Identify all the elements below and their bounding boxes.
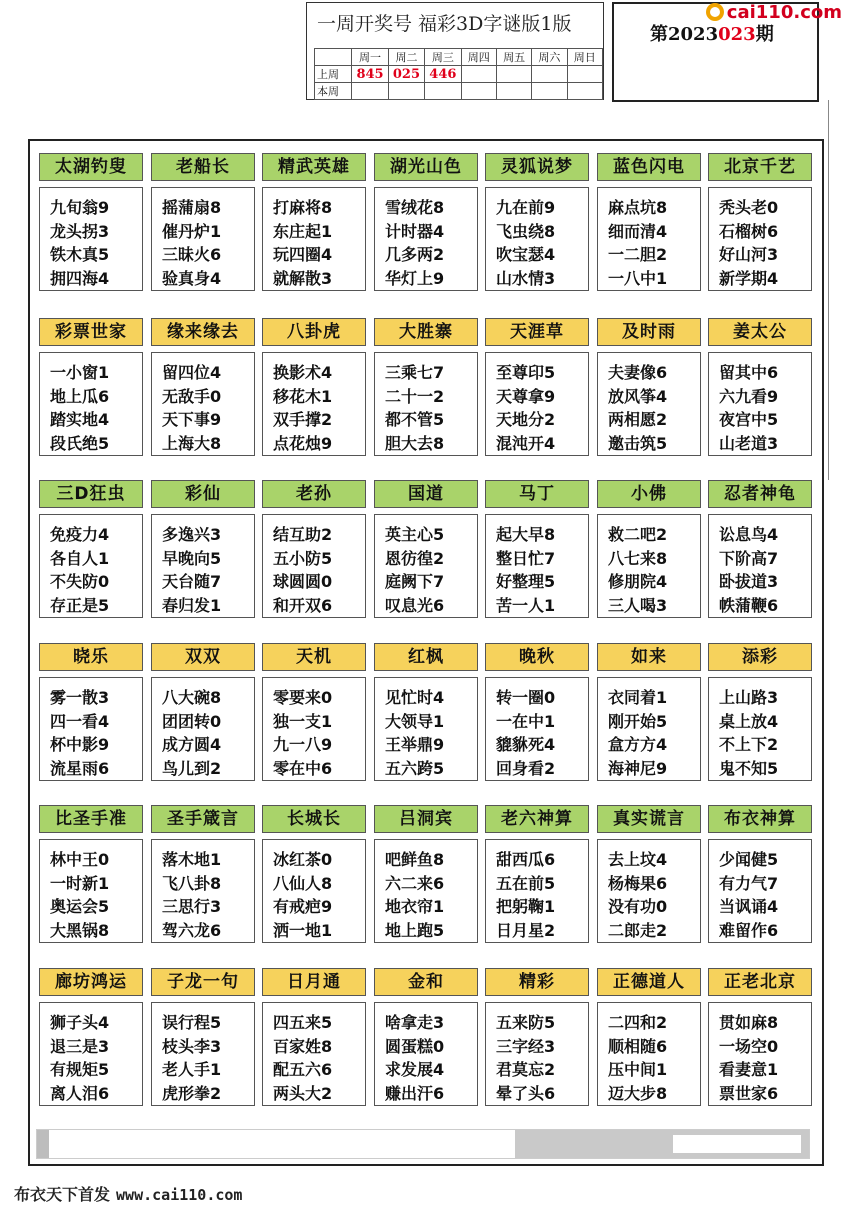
riddle-line: 两头大2 <box>273 1083 333 1103</box>
riddle-line: 地衣帘1 <box>385 897 445 916</box>
riddle-line: 回身看2 <box>496 758 556 778</box>
riddle-line: 洒一地1 <box>273 920 333 940</box>
riddle-line: 天地分2 <box>496 410 556 429</box>
riddle-line: 虎形拳2 <box>162 1083 222 1103</box>
riddle-line: 九一八9 <box>273 735 333 754</box>
riddle-line: 有规矩5 <box>50 1060 110 1079</box>
riddle-line: 二郎走2 <box>608 920 668 940</box>
riddle-lines <box>485 514 589 618</box>
riddle-line: 各自人1 <box>50 548 110 568</box>
riddle-lines <box>485 677 589 781</box>
riddle-line: 海神尼9 <box>608 758 668 778</box>
riddle-line: 配五六6 <box>273 1060 333 1079</box>
riddle-line: 吧鲜鱼8 <box>385 850 445 869</box>
riddle-line: 东庄起1 <box>273 221 333 241</box>
riddle-line: 点花烛9 <box>273 433 333 453</box>
riddle-author: 真实谎言 <box>597 805 701 833</box>
riddle-author: 姜太公 <box>708 318 812 346</box>
riddle-line: 难留作6 <box>719 920 779 940</box>
riddle-line: 细而清4 <box>608 221 668 241</box>
riddle-lines <box>597 677 701 781</box>
riddle-line: 摇蒲扇8 <box>162 198 222 217</box>
riddle-line: 当讽诵4 <box>719 897 779 916</box>
riddle-lines <box>151 839 255 943</box>
riddle-line: 离人泪6 <box>50 1083 110 1103</box>
riddle-line: 六九看9 <box>719 386 779 406</box>
riddle-line: 五来防5 <box>496 1013 556 1032</box>
riddle-line: 五小防5 <box>273 548 333 568</box>
riddle-line: 误行程5 <box>162 1013 222 1032</box>
riddle-line: 苦一人1 <box>496 595 556 615</box>
riddle-line: 落木地1 <box>162 850 222 869</box>
weekday-header: 周四 <box>461 49 496 66</box>
riddle-line: 踏实地4 <box>50 410 110 429</box>
riddle-line: 叹息光6 <box>385 595 445 615</box>
riddle-lines <box>708 1002 812 1106</box>
riddle-line: 石榴树6 <box>719 221 779 241</box>
riddle-line: 流星雨6 <box>50 758 110 778</box>
riddle-line: 就解散3 <box>273 268 333 288</box>
draw-number <box>461 66 496 83</box>
riddle-line: 免疫力4 <box>50 525 110 544</box>
riddle-line: 退三是3 <box>50 1036 110 1056</box>
riddle-lines <box>597 514 701 618</box>
riddle-line: 一时新1 <box>50 873 110 893</box>
riddle-author: 晓乐 <box>39 643 143 671</box>
logo-circle-icon <box>706 3 724 21</box>
riddle-line: 好山河3 <box>719 245 779 264</box>
riddle-line: 一八中1 <box>608 268 668 288</box>
riddle-author: 比圣手准 <box>39 805 143 833</box>
riddle-line: 转一圈0 <box>496 688 556 707</box>
riddle-lines <box>262 352 366 456</box>
riddle-line: 新学期4 <box>719 268 779 288</box>
riddle-line: 林中王0 <box>50 850 110 869</box>
draw-number <box>532 66 567 83</box>
draw-number: 025 <box>388 66 424 83</box>
riddle-line: 零在中6 <box>273 758 333 778</box>
riddle-lines <box>597 187 701 291</box>
riddle-line: 见忙时4 <box>385 688 445 707</box>
riddle-lines <box>39 677 143 781</box>
riddle-author: 正老北京 <box>708 968 812 996</box>
riddle-line: 铁木真5 <box>50 245 110 264</box>
riddle-line: 和开双6 <box>273 595 333 615</box>
riddle-line: 华灯上9 <box>385 268 445 288</box>
riddle-line: 一场空0 <box>719 1036 779 1056</box>
weekday-header: 周日 <box>567 49 602 66</box>
riddle-line: 晕了头6 <box>496 1083 556 1103</box>
riddle-author: 长城长 <box>262 805 366 833</box>
riddle-line: 零要来0 <box>273 688 333 707</box>
riddle-line: 八仙人8 <box>273 873 333 893</box>
riddle-line: 百家姓8 <box>273 1036 333 1056</box>
riddle-lines <box>708 514 812 618</box>
riddle-line: 迈大步8 <box>608 1083 668 1103</box>
riddle-lines <box>262 677 366 781</box>
riddle-line: 山老道3 <box>719 433 779 453</box>
riddle-line: 麻点坑8 <box>608 198 668 217</box>
riddle-line: 君莫忘2 <box>496 1060 556 1079</box>
riddle-author: 日月通 <box>262 968 366 996</box>
riddle-line: 都不管5 <box>385 410 445 429</box>
riddle-author: 子龙一句 <box>151 968 255 996</box>
riddle-line: 成方圆4 <box>162 735 222 754</box>
riddle-author: 八卦虎 <box>262 318 366 346</box>
riddle-line: 好整理5 <box>496 572 556 591</box>
riddle-lines <box>262 839 366 943</box>
riddle-line: 杨梅果6 <box>608 873 668 893</box>
riddle-line: 整日忙7 <box>496 548 556 568</box>
riddle-line: 三乘七7 <box>385 363 445 382</box>
riddle-author: 国道 <box>374 480 478 508</box>
riddle-lines <box>708 839 812 943</box>
riddle-line: 不上下2 <box>719 735 779 754</box>
riddle-line: 留四位4 <box>162 363 222 382</box>
divider <box>828 100 829 480</box>
riddle-author: 正德道人 <box>597 968 701 996</box>
riddle-author: 老六神算 <box>485 805 589 833</box>
riddle-line: 双手撑2 <box>273 410 333 429</box>
riddle-line: 雪绒花8 <box>385 198 445 217</box>
draw-number: 446 <box>425 66 461 83</box>
riddle-line: 地上跑5 <box>385 920 445 940</box>
riddle-line: 雾一散3 <box>50 688 110 707</box>
site-logo[interactable]: cai110.com <box>706 2 842 23</box>
riddle-line: 混沌开4 <box>496 433 556 453</box>
riddle-author: 精彩 <box>485 968 589 996</box>
weekday-header: 周六 <box>532 49 567 66</box>
riddle-grid <box>28 139 824 1166</box>
footer-text: 布衣天下首发 <box>14 1185 111 1204</box>
riddle-line: 修朋院4 <box>608 572 668 591</box>
riddle-line: 飞八卦8 <box>162 873 222 893</box>
riddle-author: 老船长 <box>151 153 255 181</box>
draw-number <box>496 66 531 83</box>
row-label-this-week: 本周 <box>315 83 352 100</box>
riddle-line: 存正是5 <box>50 595 110 615</box>
riddle-line: 结互助2 <box>273 525 333 544</box>
draw-number <box>388 83 424 100</box>
riddle-line: 救二吧2 <box>608 525 668 544</box>
riddle-lines <box>39 187 143 291</box>
riddle-line: 没有功0 <box>608 897 668 916</box>
riddle-author: 吕洞宾 <box>374 805 478 833</box>
riddle-author: 金和 <box>374 968 478 996</box>
riddle-lines <box>262 187 366 291</box>
riddle-line: 圆蛋糕0 <box>385 1036 445 1056</box>
riddle-line: 段氏绝5 <box>50 433 110 453</box>
riddle-line: 四五来5 <box>273 1013 333 1032</box>
riddle-author: 廊坊鸿运 <box>39 968 143 996</box>
draw-number: 845 <box>352 66 388 83</box>
riddle-author: 马丁 <box>485 480 589 508</box>
riddle-lines <box>597 1002 701 1106</box>
riddle-lines <box>39 1002 143 1106</box>
riddle-line: 天下事9 <box>162 410 222 429</box>
draw-number <box>461 83 496 100</box>
riddle-line: 计时器4 <box>385 221 445 241</box>
riddle-lines <box>485 1002 589 1106</box>
riddle-author: 如来 <box>597 643 701 671</box>
riddle-line: 大黑锅8 <box>50 920 110 940</box>
row-label-last-week: 上周 <box>315 66 352 83</box>
riddle-line: 大领导1 <box>385 711 445 731</box>
riddle-line: 换影术4 <box>273 363 333 382</box>
weekday-header: 周五 <box>496 49 531 66</box>
riddle-line: 天台随7 <box>162 572 222 591</box>
riddle-line: 顺相随6 <box>608 1036 668 1056</box>
riddle-line: 帙蒲鞭6 <box>719 595 779 615</box>
riddle-lines <box>374 839 478 943</box>
riddle-line: 衣同着1 <box>608 688 668 707</box>
riddle-line: 放风筝4 <box>608 386 668 406</box>
riddle-line: 九在前9 <box>496 198 556 217</box>
riddle-lines <box>708 677 812 781</box>
weekday-header: 周二 <box>388 49 424 66</box>
riddle-line: 少闻健5 <box>719 850 779 869</box>
riddle-lines <box>374 187 478 291</box>
riddle-author: 小佛 <box>597 480 701 508</box>
riddle-line: 起大早8 <box>496 525 556 544</box>
riddle-line: 老人手1 <box>162 1060 222 1079</box>
riddle-line: 邀击筑5 <box>608 433 668 453</box>
riddle-line: 有戒疤9 <box>273 897 333 916</box>
riddle-author: 彩票世家 <box>39 318 143 346</box>
riddle-lines <box>485 839 589 943</box>
riddle-author: 及时雨 <box>597 318 701 346</box>
riddle-author: 太湖钓叟 <box>39 153 143 181</box>
riddle-line: 日月星2 <box>496 920 556 940</box>
riddle-line: 二十一2 <box>385 386 445 406</box>
draw-results-header <box>306 2 604 100</box>
riddle-line: 去上坟4 <box>608 850 668 869</box>
riddle-line: 甜西瓜6 <box>496 850 556 869</box>
riddle-author: 天涯草 <box>485 318 589 346</box>
riddle-line: 多逸兴3 <box>162 525 222 544</box>
riddle-line: 团团转0 <box>162 711 222 731</box>
riddle-line: 讼息鸟4 <box>719 525 779 544</box>
riddle-line: 杯中影9 <box>50 735 110 754</box>
riddle-line: 恩彷徨2 <box>385 548 445 568</box>
riddle-lines <box>374 352 478 456</box>
riddle-line: 地上瓜6 <box>50 386 110 406</box>
riddle-line: 一小窗1 <box>50 363 110 382</box>
riddle-line: 早晚向5 <box>162 548 222 568</box>
draw-number <box>567 66 602 83</box>
riddle-lines <box>708 187 812 291</box>
riddle-lines <box>485 352 589 456</box>
riddle-author: 晚秋 <box>485 643 589 671</box>
riddle-lines <box>374 1002 478 1106</box>
riddle-lines <box>262 1002 366 1106</box>
riddle-lines <box>374 514 478 618</box>
riddle-line: 貔貅死4 <box>496 735 556 754</box>
riddle-author: 三D狂虫 <box>39 480 143 508</box>
issue-number: 第2023023期 <box>650 24 774 45</box>
riddle-line: 桌上放4 <box>719 711 779 731</box>
riddle-lines <box>151 1002 255 1106</box>
riddle-line: 龙头拐3 <box>50 221 110 241</box>
riddle-line: 吹宝瑟4 <box>496 245 556 264</box>
riddle-line: 胆大去8 <box>385 433 445 453</box>
riddle-lines <box>151 187 255 291</box>
riddle-line: 三字经3 <box>496 1036 556 1056</box>
riddle-line: 压中间1 <box>608 1060 668 1079</box>
riddle-author: 添彩 <box>708 643 812 671</box>
riddle-line: 卧拔道3 <box>719 572 779 591</box>
riddle-lines <box>374 677 478 781</box>
riddle-line: 奥运会5 <box>50 897 110 916</box>
draw-number <box>532 83 567 100</box>
riddle-line: 八七来8 <box>608 548 668 568</box>
riddle-line: 下阶高7 <box>719 548 779 568</box>
riddle-author: 忍者神龟 <box>708 480 812 508</box>
riddle-line: 上海大8 <box>162 433 222 453</box>
riddle-author: 精武英雄 <box>262 153 366 181</box>
riddle-line: 英主心5 <box>385 525 445 544</box>
riddle-author: 灵狐说梦 <box>485 153 589 181</box>
riddle-line: 验真身4 <box>162 268 222 288</box>
riddle-line: 打麻将8 <box>273 198 333 217</box>
riddle-author: 布衣神算 <box>708 805 812 833</box>
riddle-line: 上山路3 <box>719 688 779 707</box>
riddle-lines <box>151 352 255 456</box>
riddle-author: 天机 <box>262 643 366 671</box>
riddle-author: 双双 <box>151 643 255 671</box>
riddle-line: 山水情3 <box>496 268 556 288</box>
riddle-author: 缘来缘去 <box>151 318 255 346</box>
riddle-line: 三昧火6 <box>162 245 222 264</box>
riddle-line: 一在中1 <box>496 711 556 731</box>
riddle-author: 北京千艺 <box>708 153 812 181</box>
riddle-line: 有力气7 <box>719 873 779 893</box>
riddle-lines <box>151 677 255 781</box>
riddle-line: 王举鼎9 <box>385 735 445 754</box>
riddle-author: 蓝色闪电 <box>597 153 701 181</box>
riddle-lines <box>708 352 812 456</box>
riddle-line: 拥四海4 <box>50 268 110 288</box>
riddle-line: 不失防0 <box>50 572 110 591</box>
riddle-line: 刚开始5 <box>608 711 668 731</box>
riddle-line: 鸟儿到2 <box>162 758 222 778</box>
riddle-line: 一二胆2 <box>608 245 668 264</box>
riddle-line: 四一看4 <box>50 711 110 731</box>
riddle-line: 盒方方4 <box>608 735 668 754</box>
footer-credit <box>14 1182 242 1205</box>
riddle-lines <box>597 839 701 943</box>
riddle-line: 赚出汗6 <box>385 1083 445 1103</box>
riddle-line: 八大碗8 <box>162 688 222 707</box>
riddle-author: 圣手箴言 <box>151 805 255 833</box>
riddle-line: 六二来6 <box>385 873 445 893</box>
riddle-author: 彩仙 <box>151 480 255 508</box>
riddle-author: 红枫 <box>374 643 478 671</box>
riddle-line: 夫妻像6 <box>608 363 668 382</box>
draw-number <box>496 83 531 100</box>
riddle-line: 移花木1 <box>273 386 333 406</box>
weekday-header: 周三 <box>425 49 461 66</box>
riddle-line: 狮子头4 <box>50 1013 110 1032</box>
riddle-line: 求发展4 <box>385 1060 445 1079</box>
riddle-line: 票世家6 <box>719 1083 779 1103</box>
riddle-line: 飞虫绕8 <box>496 221 556 241</box>
riddle-line: 冰红茶0 <box>273 850 333 869</box>
riddle-line: 至尊印5 <box>496 363 556 382</box>
riddle-line: 两相愿2 <box>608 410 668 429</box>
riddle-line: 鬼不知5 <box>719 758 779 778</box>
riddle-lines <box>597 352 701 456</box>
riddle-line: 看妻意1 <box>719 1060 779 1079</box>
riddle-line: 春归发1 <box>162 595 222 615</box>
riddle-line: 贯如麻8 <box>719 1013 779 1032</box>
riddle-line: 玩四圈4 <box>273 245 333 264</box>
riddle-line: 秃头老0 <box>719 198 779 217</box>
header-title: 一周开奖号 福彩3D字谜版1版 <box>317 13 572 35</box>
riddle-lines <box>262 514 366 618</box>
riddle-line: 天尊拿9 <box>496 386 556 406</box>
riddle-line: 催丹炉1 <box>162 221 222 241</box>
riddle-line: 二四和2 <box>608 1013 668 1032</box>
draw-number <box>352 83 388 100</box>
riddle-lines <box>39 514 143 618</box>
bottom-bar <box>36 1129 810 1159</box>
riddle-line: 三思行3 <box>162 897 222 916</box>
riddle-line: 五六跨5 <box>385 758 445 778</box>
riddle-lines <box>39 839 143 943</box>
riddle-line: 几多两2 <box>385 245 445 264</box>
riddle-line: 驾六龙6 <box>162 920 222 940</box>
riddle-line: 三人喝3 <box>608 595 668 615</box>
footer-url[interactable]: www.cai110.com <box>116 1186 243 1204</box>
riddle-line: 九旬翁9 <box>50 198 110 217</box>
draw-number <box>567 83 602 100</box>
riddle-line: 无敌手0 <box>162 386 222 406</box>
riddle-line: 把躬鞠1 <box>496 897 556 916</box>
weekday-header: 周一 <box>352 49 388 66</box>
riddle-line: 五在前5 <box>496 873 556 893</box>
weekly-draw-table <box>314 48 603 100</box>
riddle-line: 夜宫中5 <box>719 410 779 429</box>
riddle-line: 枝头李3 <box>162 1036 222 1056</box>
riddle-lines <box>151 514 255 618</box>
riddle-line: 球圆圆0 <box>273 572 333 591</box>
riddle-lines <box>485 187 589 291</box>
riddle-author: 大胜寨 <box>374 318 478 346</box>
riddle-lines <box>39 352 143 456</box>
riddle-author: 老孙 <box>262 480 366 508</box>
riddle-line: 留其中6 <box>719 363 779 382</box>
riddle-line: 啥拿走3 <box>385 1013 445 1032</box>
riddle-author: 湖光山色 <box>374 153 478 181</box>
riddle-line: 庭阙下7 <box>385 572 445 591</box>
riddle-line: 独一支1 <box>273 711 333 731</box>
draw-number <box>425 83 461 100</box>
